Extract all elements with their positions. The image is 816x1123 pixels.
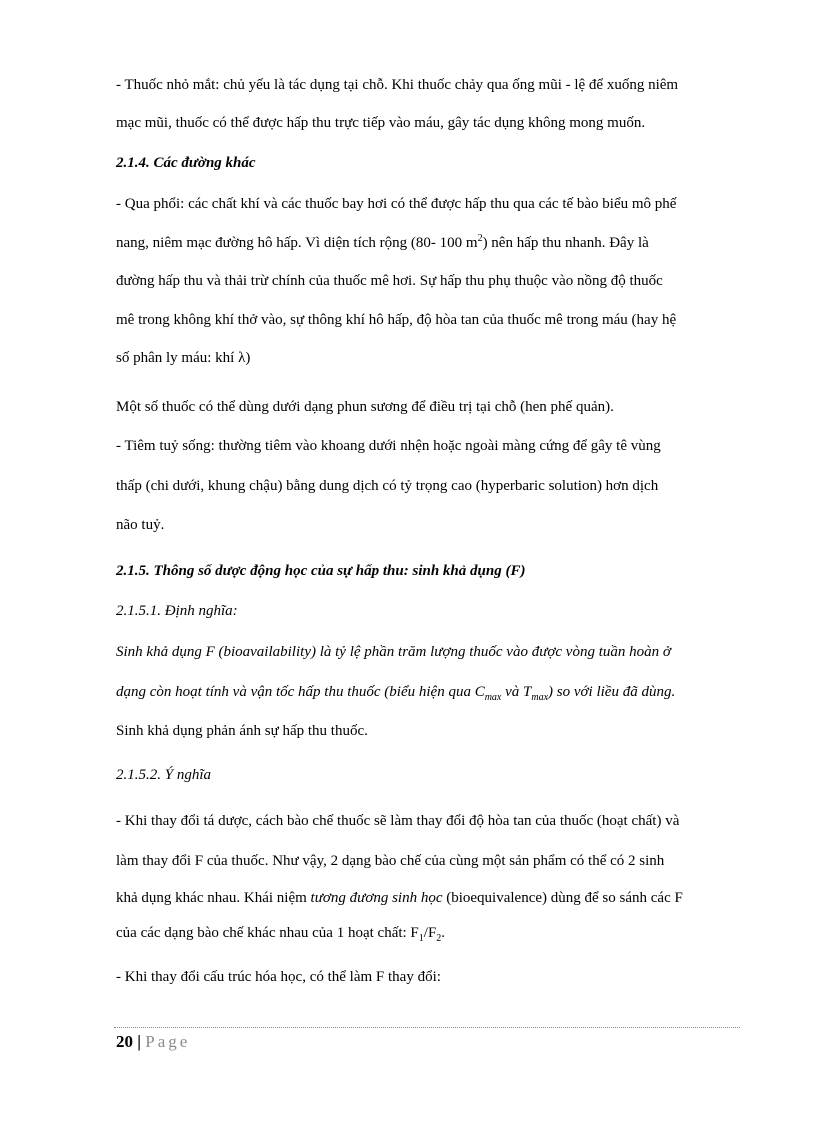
paragraph-eye-drops-line-1: - Thuốc nhỏ mắt: chủ yếu là tác dụng tại chỗ. Khi thuốc chảy qua ống mũi - lệ để xuống niêm bbox=[116, 77, 679, 93]
paragraph-meaning-line-2: làm thay đổi F của thuốc. Như vậy, 2 dạng bào chế của cùng một sản phẩm có thể có 2 sinh bbox=[116, 853, 665, 869]
paragraph-lungs-line-2 bbox=[116, 234, 649, 252]
lungs-line-2-text-b: ) nên hấp thu nhanh. Đây là bbox=[482, 235, 649, 251]
meaning-line-4-text-b: /F bbox=[423, 925, 437, 941]
paragraph-definition-line-2 bbox=[116, 683, 675, 701]
meaning-line-3-text-b: (bioequivalence) dùng để so sánh các F bbox=[442, 890, 683, 906]
heading-2-1-5: 2.1.5. Thông số dược động học của sự hấp thu: sinh khả dụng (F) bbox=[116, 563, 526, 579]
heading-2-1-4: 2.1.4. Các đường khác bbox=[116, 155, 256, 171]
page-label: Page bbox=[145, 1032, 191, 1051]
meaning-line-3-italic: tương đương sinh học bbox=[310, 890, 443, 906]
paragraph-chemical-structure: - Khi thay đổi cấu trúc hóa học, có thể làm F thay đổi: bbox=[116, 969, 441, 985]
lungs-line-2-text-a: nang, niêm mạc đường hô hấp. Vì diện tích rộng (80- 100 m bbox=[116, 235, 478, 251]
paragraph-lungs-line-3: đường hấp thu và thải trừ chính của thuốc mê hơi. Sự hấp thu phụ thuộc vào nồng độ thuốc bbox=[116, 273, 663, 289]
meaning-line-4-text-a: của các dạng bào chế khác nhau của 1 hoạt chất: F bbox=[116, 925, 419, 941]
meaning-line-3-text-a: khả dụng khác nhau. Khái niệm bbox=[116, 890, 311, 906]
definition-line-2-text-c: ) so với liều đã dùng. bbox=[548, 684, 676, 700]
paragraph-meaning-line-4 bbox=[116, 924, 445, 942]
paragraph-definition-line-1: Sinh khả dụng F (bioavailability) là tỷ lệ phần trăm lượng thuốc vào được vòng tuần hoàn ở bbox=[116, 644, 671, 660]
paragraph-eye-drops-line-2: mạc mũi, thuốc có thể được hấp thu trực tiếp vào máu, gây tác dụng không mong muốn. bbox=[116, 115, 646, 131]
heading-2-1-5-1: 2.1.5.1. Định nghĩa: bbox=[116, 603, 238, 619]
footer-separator: | bbox=[137, 1032, 141, 1051]
paragraph-meaning-line-1: - Khi thay đổi tá dược, cách bào chế thuốc sẽ làm thay đổi độ hòa tan của thuốc (hoạt chất) và bbox=[116, 813, 680, 829]
paragraph-spinal-line-1: - Tiêm tuỷ sống: thường tiêm vào khoang dưới nhện hoặc ngoài màng cứng để gây tê vùng bbox=[116, 438, 661, 454]
paragraph-spinal-line-3: não tuỷ. bbox=[116, 517, 165, 533]
paragraph-meaning-line-3 bbox=[116, 889, 683, 907]
subscript-2: 2 bbox=[436, 933, 442, 944]
footer-divider bbox=[114, 1027, 740, 1028]
meaning-line-4-text-c: . bbox=[441, 925, 446, 941]
paragraph-lungs-line-5: số phân ly máu: khí λ) bbox=[116, 350, 251, 366]
superscript-2: 2 bbox=[477, 233, 483, 244]
page-footer bbox=[116, 1032, 190, 1052]
paragraph-spray: Một số thuốc có thể dùng dưới dạng phun sương để điều trị tại chỗ (hen phế quản). bbox=[116, 399, 614, 415]
paragraph-lungs-line-4: mê trong không khí thở vào, sự thông khí hô hấp, độ hòa tan của thuốc mê trong máu (hay hệ bbox=[116, 312, 677, 328]
heading-2-1-5-2: 2.1.5.2. Ý nghĩa bbox=[116, 767, 212, 783]
paragraph-lungs-line-1: - Qua phổi: các chất khí và các thuốc bay hơi có thể được hấp thu qua các tế bào biểu mô phế bbox=[116, 196, 677, 212]
paragraph-definition-line-3: Sinh khả dụng phản ánh sự hấp thu thuốc. bbox=[116, 723, 368, 739]
page-number: 20 bbox=[116, 1032, 133, 1051]
paragraph-spinal-line-2: thấp (chi dưới, khung chậu) bằng dung dịch có tỷ trọng cao (hyperbaric solution) hơn dịch bbox=[116, 478, 659, 494]
definition-line-2-text-b: và T bbox=[501, 684, 532, 700]
subscript-max-2: max bbox=[531, 692, 549, 703]
subscript-1: 1 bbox=[418, 933, 424, 944]
subscript-max-1: max bbox=[484, 692, 502, 703]
definition-line-2-text-a: dạng còn hoạt tính và vận tốc hấp thu thuốc (biểu hiện qua C bbox=[116, 684, 485, 700]
